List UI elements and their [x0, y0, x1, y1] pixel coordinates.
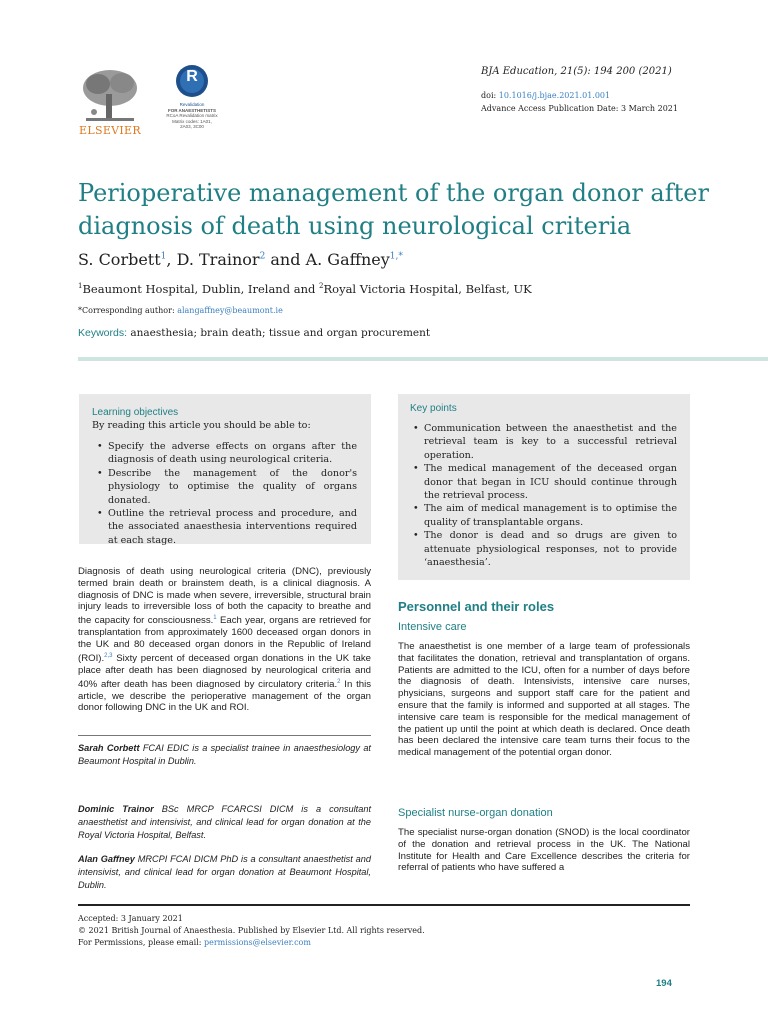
list-item: • Outline the retrieval process and procedure, and the associated anaesthesia interventions required at each stage. [95, 507, 357, 547]
affiliation-number: 2 [319, 282, 324, 291]
tree-icon [78, 66, 142, 124]
keywords-text: anaesthesia; brain death; tissue and organ procurement [127, 327, 431, 339]
page-number: 194 [656, 978, 672, 989]
author-affiliation-ref[interactable]: 1,* [389, 251, 403, 262]
reference-link[interactable]: 2 [337, 678, 341, 685]
affiliation-text: Royal Victoria Hospital, Belfast, UK [323, 282, 532, 296]
reference-link[interactable]: 2,3 [104, 652, 113, 659]
affiliation-number: 1 [78, 282, 83, 291]
affiliations [78, 282, 532, 296]
accepted-date: Accepted: 3 January 2021 [78, 914, 183, 923]
journal-citation: BJA Education, 21(5): 194 200 (2021) [481, 66, 672, 77]
revalidation-logo [164, 64, 220, 144]
bio-name: Alan Gaffney [78, 854, 135, 864]
learning-objectives-title: Learning objectives [92, 407, 179, 418]
intro-text: Diagnosis of death using neurological criteria (DNC), previously termed brain death or brainstem death, is a clinical diagnosis. A diagnosis of DNC is made when severe, irreversible, structural brain injury leads to irreversible loss of both the capacity to breathe and the capacity for consciousness. [78, 566, 371, 627]
author-affiliation-ref[interactable]: 2 [259, 251, 266, 262]
permissions-label: For Permissions, please email: [78, 938, 204, 947]
author-bio [78, 853, 371, 892]
learning-objectives-intro: By reading this article you should be able to: [92, 420, 311, 431]
advance-access-date: Advance Access Publication Date: 3 March 2021 [481, 104, 678, 113]
elsevier-logo [78, 66, 142, 138]
bio-name: Dominic Trainor [78, 804, 154, 814]
corresponding-label: *Corresponding author: [78, 306, 178, 315]
list-item: • Describe the management of the donor's physiology to optimise the quality of organs donated. [95, 467, 357, 507]
revalidation-line5: 2A03, 3C00 [180, 124, 204, 129]
author-name: D. Trainor [176, 250, 260, 269]
author-name: S. Corbett [78, 250, 161, 269]
doi-label: doi: [481, 91, 497, 100]
list-item: • The medical management of the deceased organ donor that began in ICU should continue through the retrieval process. [411, 462, 677, 502]
revalidation-line2: FOR ANAESTHETISTS [167, 107, 217, 113]
key-points-box [398, 394, 690, 580]
revalidation-line4: Matrix codes: 1A01, [172, 118, 212, 124]
intro-text: Each year, organs are retrieved for transplantation from approximately 1600 deceased organ donors in the UK and 80 deceased organ donors in the Republic of Ireland (ROI). [78, 615, 371, 664]
bio-text: MRCPI FCAI DICM PhD is a consultant anaesthetist and intensivist, and clinical lead for organ donation at Beaumont Hospital, Dublin. [78, 854, 371, 890]
author-bio [78, 742, 371, 768]
bio-text: BSc MRCP FCARCSI DICM is a consultant anaesthetist and intensivist, and clinical lead for organ donation at the Royal Victoria Hospital, Belfast. [78, 804, 371, 840]
list-item: • The aim of medical management is to optimise the quality of transplantable organs. [411, 502, 677, 529]
subsection-heading: Specialist nurse-organ donation [398, 807, 553, 819]
list-item: • Communication between the anaesthetist and the retrieval team is key to a successful retrieval operation. [411, 422, 677, 462]
section-heading: Personnel and their roles [398, 599, 555, 614]
author-name: A. Gaffney [305, 250, 390, 269]
doi-line [481, 90, 610, 102]
author-separator: , [166, 250, 177, 269]
list-item: • Specify the adverse effects on organs after the diagnosis of death using neurological criteria. [95, 440, 357, 467]
subsection-heading: Intensive care [398, 621, 467, 633]
copyright-line: © 2021 British Journal of Anaesthesia. Published by Elsevier Ltd. All rights reserved. [78, 926, 425, 935]
footer-divider [78, 904, 690, 906]
bio-text: FCAI EDIC is a specialist trainee in anaesthesiology at Beaumont Hospital in Dublin. [78, 743, 371, 766]
key-points-list [411, 422, 677, 569]
intro-text: In this article, we describe the perioperative management of the organ donor following DNC in the UK and ROI. [78, 678, 371, 714]
bio-divider [78, 735, 371, 736]
permissions-email-link[interactable]: permissions@elsevier.com [203, 938, 311, 947]
revalidation-line3: RCoA Revalidation matrix [166, 113, 218, 118]
corresponding-email-link[interactable]: alangaffney@beaumont.ie [177, 306, 283, 315]
author-affiliation-ref[interactable]: 1 [160, 251, 167, 262]
bio-name: Sarah Corbett [78, 743, 140, 753]
author-bio [78, 803, 371, 842]
corresponding-author [78, 306, 283, 315]
reference-link[interactable]: 1 [213, 615, 217, 622]
revalidation-letter: R [186, 68, 198, 85]
icu-paragraph: The anaesthetist is one member of a large team of professionals that facilitates the donation, retrieval and transplantation of organs. Patients are admitted to the ICU, often for a number of days before the diagnosis of death. Intensivists, intensive care nurses, physicians, surgeons and support staff care for the patient and ensure that the family is informed and supported at all stages. The intensive care team is responsible for the medical management of the patient up until the point at which death is declared. Once death has been declared the intensive care team turns their focus to the medical management of the potential organ donor. [398, 641, 690, 759]
introduction-paragraph [78, 566, 371, 714]
article-title: Perioperative management of the organ donor after diagnosis of death using neurological criteria [78, 179, 709, 240]
keywords [78, 327, 430, 339]
learning-objectives-list [95, 440, 357, 547]
learning-objectives-box [79, 394, 371, 544]
author-list [78, 250, 403, 269]
key-points-title: Key points [410, 403, 457, 414]
keywords-label: Keywords: [78, 327, 128, 339]
revalidation-line1: Revalidation [179, 102, 205, 107]
elsevier-wordmark: ELSEVIER [79, 124, 141, 137]
permissions-line [78, 937, 311, 948]
doi-link[interactable]: 10.1016/j.bjae.2021.01.001 [498, 91, 611, 100]
intro-text: Sixty percent of deceased organ donations in the UK take place after death has been diagnosed by neurological criteria and 40% after death has been diagnosed by circulatory criteria. [78, 652, 371, 690]
author-separator: and [265, 250, 306, 269]
snod-paragraph: The specialist nurse-organ donation (SNOD) is the local coordinator of the donation and retrieval process in the UK. The National Institute for Health and Care Excellence describes the criteria for referral of patients who have suffered a [398, 827, 690, 874]
affiliation-text: Beaumont Hospital, Dublin, Ireland and [82, 282, 320, 296]
list-item: • The donor is dead and so drugs are given to attenuate physiological responses, not to provide ‘anaesthesia’. [411, 529, 677, 569]
header-divider [78, 357, 768, 361]
